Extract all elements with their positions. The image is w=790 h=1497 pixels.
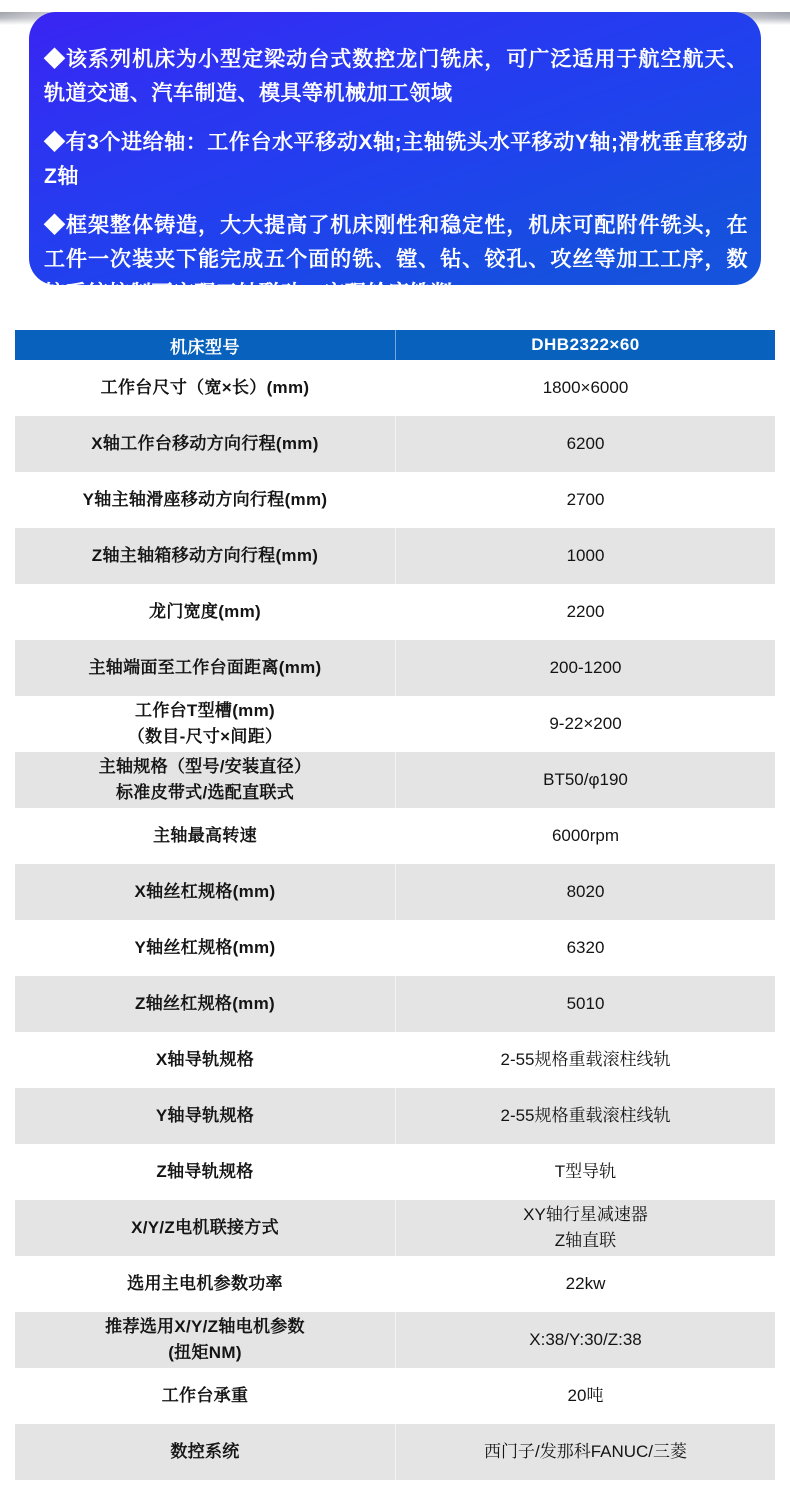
model-header-label: 机床型号 (170, 337, 240, 357)
spec-value-cell: 22kw (395, 1256, 775, 1312)
table-row (15, 1144, 775, 1200)
table-row (15, 584, 775, 640)
spec-table-body (15, 360, 775, 1480)
spec-value-cell: 5010 (395, 976, 775, 1032)
spec-value-cell: 200-1200 (395, 640, 775, 696)
intro-card (29, 12, 761, 305)
spec-label-cell: Z轴主轴箱移动方向行程(mm) (91, 546, 319, 565)
spec-label-cell: 主轴最高转速 (153, 826, 257, 845)
table-row (15, 416, 775, 472)
spec-label-cell: 数控系统 (170, 1442, 240, 1461)
spec-value-cell: BT50/φ190 (395, 752, 775, 808)
intro-bullet-1: ◆该系列机床为小型定梁动台式数控龙门铣床，可广泛适用于航空航天、轨道交通、汽车制造、模具等机械加工领域 (44, 48, 748, 105)
table-row (15, 920, 775, 976)
spec-value-cell: 西门子/发那科FANUC/三菱 (395, 1424, 775, 1480)
table-row (15, 360, 775, 416)
table-row (15, 640, 775, 696)
spec-label-cell: 工作台T型槽(mm) （数目-尺寸×间距） (127, 701, 283, 746)
table-row (15, 1200, 775, 1256)
spec-label-cell: X轴工作台移动方向行程(mm) (91, 434, 319, 453)
spec-table (15, 330, 775, 1480)
spec-value-cell: 1000 (395, 528, 775, 584)
spec-label-cell: 推荐选用X/Y/Z轴电机参数 (扭矩NM) (105, 1317, 305, 1362)
table-row (15, 1368, 775, 1424)
spec-value-cell: 2200 (395, 584, 775, 640)
spec-label-cell: Y轴主轴滑座移动方向行程(mm) (82, 490, 328, 509)
spec-label-cell: 主轴端面至工作台面距离(mm) (88, 658, 322, 677)
spec-value-cell: 9-22×200 (395, 696, 775, 752)
spec-value-cell: 8020 (395, 864, 775, 920)
table-row (15, 1424, 775, 1480)
spec-label-cell: 选用主电机参数功率 (127, 1274, 283, 1293)
table-row (15, 864, 775, 920)
spec-table-header-row (15, 330, 775, 360)
table-row (15, 528, 775, 584)
spec-value-cell: X:38/Y:30/Z:38 (395, 1312, 775, 1368)
table-row (15, 472, 775, 528)
spec-label-cell: 主轴规格（型号/安装直径） 标准皮带式/选配直联式 (98, 757, 312, 802)
table-row (15, 1256, 775, 1312)
table-row (15, 752, 775, 808)
table-row (15, 808, 775, 864)
intro-bullet-3: ◆框架整体铸造，大大提高了机床刚性和稳定性，机床可配附件铣头，在工件一次装夹下能完成五个面的铣、镗、钻、铰孔、攻丝等加工工序，数控系统控制可实现三轴联动，实现轮廓铣削 (44, 214, 748, 305)
table-row (15, 696, 775, 752)
table-row (15, 1312, 775, 1368)
intro-bullet-2: ◆有3个进给轴：工作台水平移动X轴;主轴铣头水平移动Y轴;滑枕垂直移动Z轴 (44, 131, 748, 188)
spec-value-cell: XY轴行星减速器 Z轴直联 (395, 1200, 775, 1256)
spec-label-cell: Z轴丝杠规格(mm) (135, 994, 275, 1013)
spec-value-cell: 20吨 (395, 1368, 775, 1424)
table-row (15, 1032, 775, 1088)
product-spec-page (0, 12, 790, 1461)
spec-label-cell: 龙门宽度(mm) (149, 602, 261, 621)
spec-value-cell: 6000rpm (395, 808, 775, 864)
spec-label-cell: Z轴导轨规格 (156, 1162, 254, 1181)
spec-label-cell: X轴丝杠规格(mm) (134, 882, 276, 901)
spec-value-cell: 2-55规格重载滚柱线轨 (395, 1032, 775, 1088)
table-row (15, 1088, 775, 1144)
spec-label-cell: 工作台承重 (161, 1386, 249, 1405)
spec-label-cell: X/Y/Z电机联接方式 (131, 1218, 279, 1237)
model-header-value: DHB2322×60 (395, 330, 775, 360)
spec-label-cell: Y轴丝杠规格(mm) (134, 938, 276, 957)
spec-value-cell: 1800×6000 (395, 360, 775, 416)
spec-value-cell: T型导轨 (395, 1144, 775, 1200)
spec-value-cell: 2-55规格重载滚柱线轨 (395, 1088, 775, 1144)
spec-value-cell: 6200 (395, 416, 775, 472)
spec-label-cell: X轴导轨规格 (155, 1050, 255, 1069)
spec-label-cell: Y轴导轨规格 (155, 1106, 255, 1125)
spec-value-cell: 6320 (395, 920, 775, 976)
spec-value-cell: 2700 (395, 472, 775, 528)
table-row (15, 976, 775, 1032)
spec-label-cell: 工作台尺寸（宽×长）(mm) (100, 378, 310, 397)
